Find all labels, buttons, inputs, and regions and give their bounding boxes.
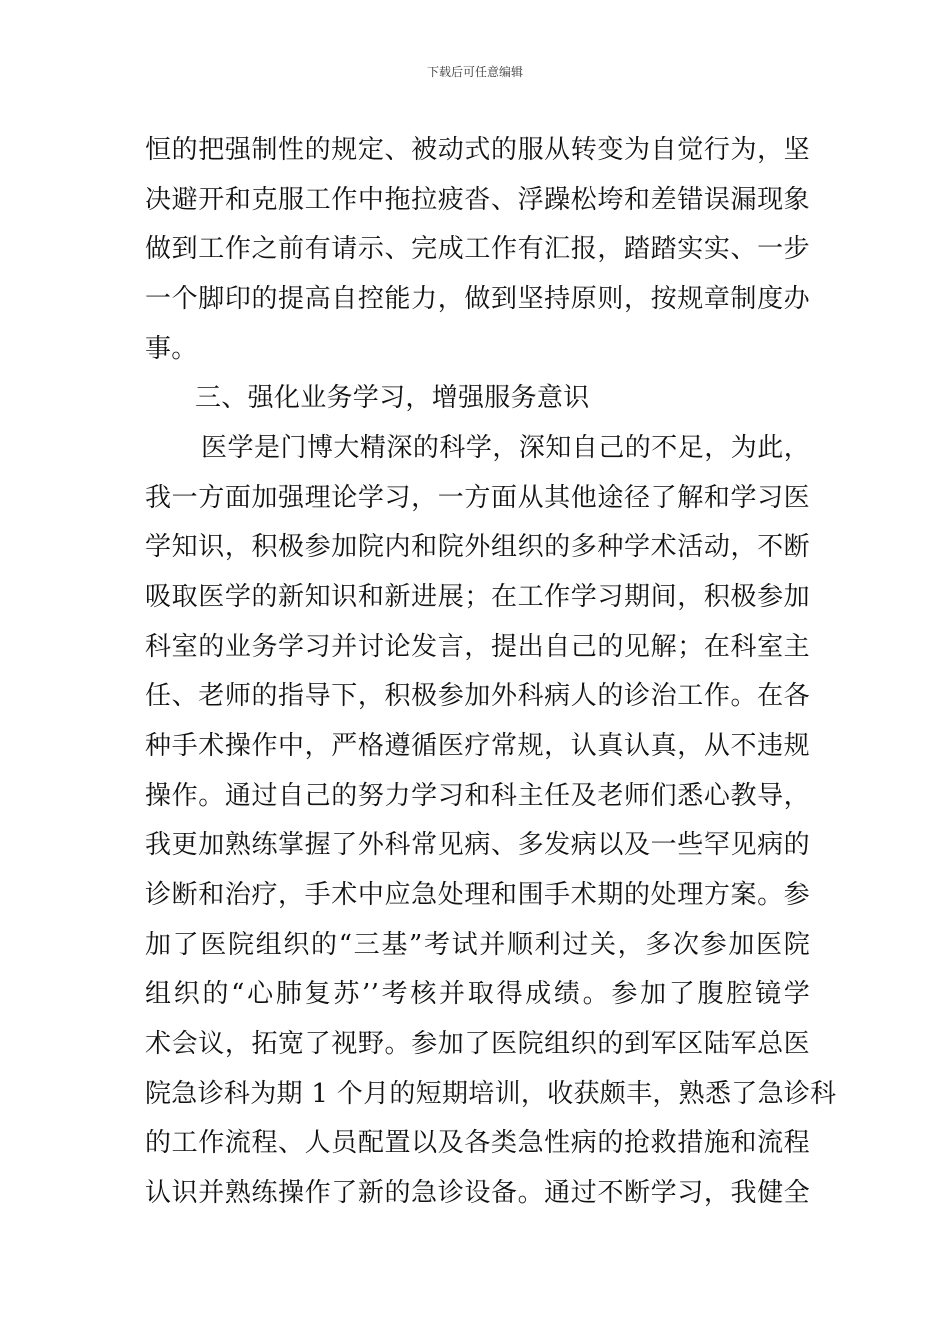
text-line: 院急诊科为期 1 个月的短期培训，收获颇丰，熟悉了急诊科	[145, 1079, 837, 1109]
text-line: 学知识，积极参加院内和院外组织的多种学术活动，不断	[145, 532, 810, 562]
text-line: 事。	[145, 334, 198, 364]
text-line: 的工作流程、人员配置以及各类急性病的抢救措施和流程	[145, 1128, 810, 1158]
text-line: 任、老师的指导下，积极参加外科病人的诊治工作。在各	[145, 681, 810, 711]
text-line: 医学是门博大精深的科学，深知自己的不足，为此，	[201, 433, 810, 463]
text-line: 加了医院组织的“三基”考试并顺利过关，多次参加医院	[145, 930, 810, 960]
text-line: 我更加熟练掌握了外科常见病、多发病以及一些罕见病的	[145, 830, 810, 860]
text-line: 吸取医学的新知识和新进展；在工作学习期间，积极参加	[145, 582, 810, 612]
text-line: 认识并熟练操作了新的急诊设备。通过不断学习，我健全	[145, 1178, 810, 1208]
text-line: 诊断和治疗，手术中应急处理和围手术期的处理方案。参	[145, 880, 810, 910]
text-line: 我一方面加强理论学习，一方面从其他途径了解和学习医	[145, 483, 810, 513]
text-line: 科室的业务学习并讨论发言，提出自己的见解；在科室主	[145, 632, 810, 662]
text-line: 做到工作之前有请示、完成工作有汇报，踏踏实实、一步	[145, 234, 810, 264]
text-line: 决避开和克服工作中拖拉疲沓、浮躁松垮和差错误漏现象	[145, 185, 810, 215]
text-line: 操作。通过自己的努力学习和科主任及老师们悉心教导，	[145, 781, 810, 811]
text-line: 组织的“心肺复苏’’考核并取得成绩。参加了腹腔镜学	[145, 979, 810, 1009]
text-line: 术会议，拓宽了视野。参加了医院组织的到军区陆军总医	[145, 1029, 810, 1059]
text-line: 恒的把强制性的规定、被动式的服从转变为自觉行为，坚	[145, 135, 810, 165]
text-line: 种手术操作中，严格遵循医疗常规，认真认真，从不违规	[145, 731, 810, 761]
section-heading: 三、强化业务学习，增强服务意识	[195, 383, 590, 413]
page-header: 下载后可任意编辑	[426, 65, 523, 79]
text-line: 一个脚印的提高自控能力，做到坚持原则，按规章制度办	[145, 284, 810, 314]
